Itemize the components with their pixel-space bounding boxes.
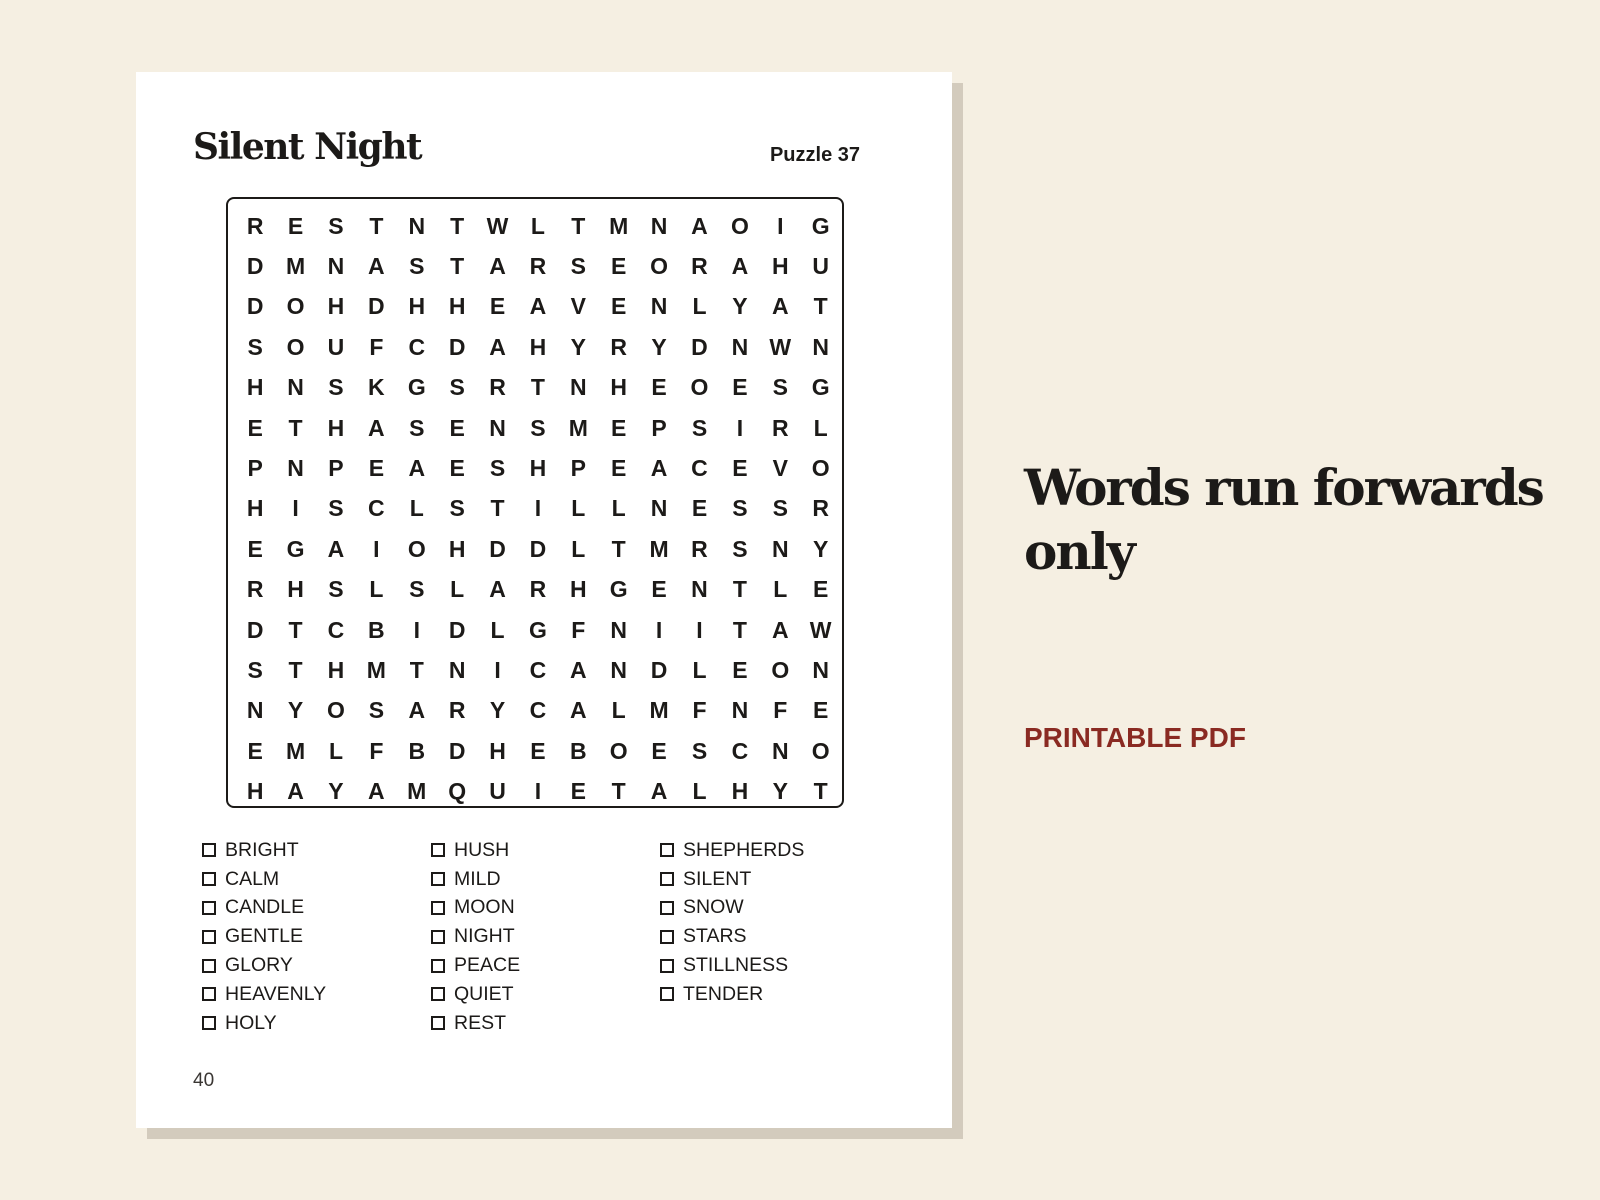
grid-letter: N [610, 616, 628, 643]
word-item [660, 951, 804, 980]
checkbox-icon[interactable] [202, 930, 216, 944]
grid-letter: E [611, 293, 627, 320]
word-label: TENDER [683, 982, 764, 1005]
grid-letter: A [650, 778, 668, 805]
grid-letter: S [409, 414, 425, 441]
word-item [202, 865, 326, 894]
grid-letter: A [570, 656, 587, 683]
grid-letter: L [409, 495, 424, 522]
grid-letter: F [369, 333, 384, 360]
checkbox-icon[interactable] [202, 901, 216, 915]
grid-letter: A [408, 697, 426, 724]
grid-letter: D [691, 333, 708, 360]
grid-letter: S [691, 737, 708, 764]
checkbox-icon[interactable] [660, 872, 674, 886]
word-label: STARS [683, 925, 747, 948]
grid-letter: U [812, 253, 829, 280]
grid-letter: H [408, 293, 426, 320]
grid-letter: U [489, 778, 506, 805]
grid-letter: M [407, 778, 427, 805]
grid-letter: T [813, 778, 828, 805]
grid-letter: S [570, 253, 586, 280]
word-label: NIGHT [454, 925, 515, 948]
grid-letter: I [413, 616, 420, 643]
grid-letter: S [489, 455, 506, 482]
word-label: PEACE [454, 954, 521, 977]
grid-letter: N [731, 333, 749, 360]
grid-letter: A [731, 253, 749, 280]
grid-letter: E [732, 455, 748, 482]
grid-letter: R [246, 576, 264, 603]
grid-letter: S [328, 374, 344, 401]
grid-letter: L [692, 778, 707, 805]
grid-letter: S [449, 495, 465, 522]
grid-letter: E [812, 576, 829, 603]
grid-letter: A [771, 616, 789, 643]
grid-letter: S [732, 495, 748, 522]
grid-letter: H [246, 778, 264, 805]
grid-letter: E [449, 455, 465, 482]
grid-letter: A [489, 576, 506, 603]
grid-letter: M [649, 535, 669, 562]
grid-letter: A [570, 697, 587, 724]
grid-letter: R [610, 333, 628, 360]
grid-letter: W [769, 333, 792, 360]
grid-letter: H [448, 535, 466, 562]
word-item [431, 894, 520, 923]
grid-letter: H [327, 656, 345, 683]
checkbox-icon[interactable] [202, 1016, 216, 1030]
checkbox-icon[interactable] [660, 930, 674, 944]
grid-letter: A [287, 778, 304, 805]
puzzle-page [136, 72, 952, 1128]
grid-letter: H [327, 293, 345, 320]
grid-letter: G [286, 535, 305, 562]
grid-letter: Y [651, 333, 667, 360]
grid-letter: E [368, 455, 385, 482]
letter-grid-box [226, 197, 844, 808]
grid-letter: S [530, 414, 546, 441]
grid-letter: L [571, 535, 586, 562]
grid-letter: D [246, 253, 264, 280]
grid-letter: A [368, 414, 385, 441]
grid-letter: O [327, 697, 345, 724]
word-item [431, 1009, 520, 1038]
grid-letter: N [287, 455, 304, 482]
grid-letter: O [730, 212, 749, 239]
grid-letter: T [288, 616, 303, 643]
grid-letter: G [407, 374, 426, 401]
grid-letter: H [529, 333, 547, 360]
checkbox-icon[interactable] [660, 959, 674, 973]
letter-grid [235, 206, 841, 812]
checkbox-icon[interactable] [431, 959, 445, 973]
grid-letter: N [812, 656, 829, 683]
grid-letter: I [534, 778, 542, 805]
grid-letter: H [246, 374, 264, 401]
grid-letter: A [691, 212, 708, 239]
grid-letter: O [690, 374, 709, 401]
grid-letter: P [651, 414, 667, 441]
grid-letter: T [450, 253, 465, 280]
grid-letter: O [811, 455, 830, 482]
word-label: GLORY [225, 954, 293, 977]
grid-letter: E [732, 656, 748, 683]
grid-letter: D [246, 616, 264, 643]
grid-letter: B [570, 737, 587, 764]
grid-letter: T [450, 212, 465, 239]
grid-letter: T [732, 576, 747, 603]
grid-letter: D [448, 616, 466, 643]
grid-letter: O [407, 535, 426, 562]
word-item [660, 894, 804, 923]
grid-letter: S [328, 495, 344, 522]
grid-letter: G [811, 212, 830, 239]
grid-letter: B [368, 616, 385, 643]
printable-pdf-badge: PRINTABLE PDF [1024, 722, 1246, 753]
grid-letter: V [570, 293, 586, 320]
grid-letter: Y [287, 697, 304, 724]
grid-letter: R [448, 697, 466, 724]
word-label: MILD [454, 867, 501, 890]
grid-letter: R [812, 495, 829, 522]
grid-letter: Y [570, 333, 586, 360]
grid-letter: H [489, 737, 506, 764]
grid-letter: S [449, 374, 465, 401]
grid-letter: I [373, 535, 380, 562]
checkbox-icon[interactable] [660, 901, 674, 915]
grid-letter: D [448, 737, 466, 764]
grid-letter: N [812, 333, 829, 360]
grid-letter: T [530, 374, 545, 401]
grid-letter: I [777, 212, 784, 239]
grid-letter: E [611, 455, 627, 482]
grid-letter: F [692, 697, 707, 724]
grid-letter: N [287, 374, 304, 401]
grid-letter: H [246, 495, 264, 522]
grid-letter: R [246, 212, 264, 239]
grid-letter: H [529, 455, 547, 482]
grid-letter: S [328, 576, 344, 603]
word-label: MOON [454, 896, 515, 919]
grid-letter: P [570, 455, 586, 482]
grid-letter: E [247, 414, 263, 441]
grid-letter: F [369, 737, 384, 764]
grid-letter: A [327, 535, 345, 562]
word-item [431, 865, 520, 894]
grid-letter: N [650, 293, 668, 320]
grid-letter: E [287, 212, 304, 239]
grid-letter: L [692, 656, 707, 683]
grid-letter: E [489, 293, 506, 320]
grid-letter: N [691, 576, 708, 603]
grid-letter: O [811, 737, 830, 764]
word-item [202, 951, 326, 980]
grid-letter: O [286, 333, 305, 360]
grid-letter: H [610, 374, 628, 401]
word-list-column-3 [660, 836, 804, 1009]
grid-letter: E [812, 697, 829, 724]
grid-letter: E [691, 495, 708, 522]
grid-letter: C [529, 697, 547, 724]
grid-letter: N [771, 737, 789, 764]
grid-letter: S [247, 333, 263, 360]
checkbox-icon[interactable] [202, 959, 216, 973]
grid-letter: L [530, 212, 545, 239]
grid-letter: N [731, 697, 749, 724]
grid-letter: Y [732, 293, 748, 320]
word-item [660, 980, 804, 1009]
grid-letter: F [571, 616, 586, 643]
grid-letter: E [449, 414, 465, 441]
checkbox-icon[interactable] [202, 843, 216, 857]
grid-letter: C [731, 737, 749, 764]
grid-letter: R [529, 576, 547, 603]
word-list [202, 836, 902, 1046]
grid-letter: L [773, 576, 788, 603]
word-item [660, 865, 804, 894]
grid-letter: S [772, 374, 788, 401]
word-label: STILLNESS [683, 954, 789, 977]
grid-letter: M [366, 656, 386, 683]
word-item [660, 922, 804, 951]
grid-letter: N [610, 656, 628, 683]
grid-letter: I [696, 616, 703, 643]
grid-letter: R [771, 414, 789, 441]
grid-letter: W [809, 616, 832, 643]
grid-letter: A [489, 253, 506, 280]
word-item [202, 1009, 326, 1038]
grid-letter: E [611, 253, 627, 280]
checkbox-icon[interactable] [202, 987, 216, 1001]
checkbox-icon[interactable] [431, 1016, 445, 1030]
grid-letter: T [611, 535, 626, 562]
grid-letter: C [408, 333, 426, 360]
grid-letter: N [448, 656, 466, 683]
grid-letter: I [534, 495, 542, 522]
grid-letter: E [732, 374, 748, 401]
grid-letter: Y [328, 778, 344, 805]
grid-letter: U [327, 333, 345, 360]
grid-letter: S [409, 253, 425, 280]
grid-letter: A [368, 778, 385, 805]
grid-letter: L [611, 697, 626, 724]
word-label: SILENT [683, 867, 752, 890]
grid-letter: H [771, 253, 789, 280]
grid-letter: H [448, 293, 466, 320]
grid-letter: A [368, 253, 385, 280]
grid-letter: D [650, 656, 668, 683]
grid-letter: P [247, 455, 263, 482]
checkbox-icon[interactable] [431, 901, 445, 915]
checkbox-icon[interactable] [431, 987, 445, 1001]
grid-letter: E [651, 576, 667, 603]
grid-letter: L [490, 616, 505, 643]
word-item [202, 922, 326, 951]
word-list-column-2 [431, 836, 520, 1038]
checkbox-icon[interactable] [431, 872, 445, 886]
grid-letter: D [448, 333, 466, 360]
grid-letter: N [327, 253, 345, 280]
grid-letter: O [286, 293, 305, 320]
grid-letter: A [771, 293, 789, 320]
grid-letter: A [650, 455, 668, 482]
grid-letter: F [773, 697, 788, 724]
grid-letter: Y [812, 535, 829, 562]
grid-letter: I [494, 656, 501, 683]
grid-letter: P [328, 455, 344, 482]
grid-letter: E [530, 737, 546, 764]
grid-letter: N [771, 535, 789, 562]
grid-letter: S [328, 212, 344, 239]
puzzle-title: Silent Night [193, 126, 422, 168]
grid-letter: T [490, 495, 505, 522]
grid-letter: E [247, 535, 263, 562]
word-item [431, 836, 520, 865]
grid-letter: V [772, 455, 788, 482]
grid-letter: S [732, 535, 748, 562]
grid-letter: L [813, 414, 828, 441]
grid-letter: L [571, 495, 586, 522]
grid-letter: M [286, 253, 306, 280]
word-item [202, 980, 326, 1009]
grid-letter: G [528, 616, 547, 643]
grid-letter: D [246, 293, 264, 320]
grid-letter: H [327, 414, 345, 441]
grid-letter: I [736, 414, 744, 441]
grid-letter: T [611, 778, 626, 805]
grid-letter: E [611, 414, 627, 441]
word-item [431, 922, 520, 951]
grid-letter: O [650, 253, 669, 280]
grid-letter: D [529, 535, 547, 562]
grid-letter: L [450, 576, 465, 603]
grid-letter: H [570, 576, 587, 603]
grid-letter: L [692, 293, 707, 320]
grid-letter: D [368, 293, 385, 320]
word-label: GENTLE [225, 925, 304, 948]
grid-letter: M [568, 414, 588, 441]
grid-letter: L [369, 576, 384, 603]
word-label: SHEPHERDS [683, 838, 805, 861]
word-label: HUSH [454, 838, 510, 861]
checkbox-icon[interactable] [431, 930, 445, 944]
grid-letter: T [369, 212, 384, 239]
grid-letter: N [489, 414, 506, 441]
grid-letter: M [286, 737, 306, 764]
word-label: CALM [225, 867, 280, 890]
checkbox-icon[interactable] [660, 987, 674, 1001]
grid-letter: T [571, 212, 586, 239]
grid-letter: B [408, 737, 426, 764]
grid-letter: C [327, 616, 345, 643]
grid-letter: N [570, 374, 587, 401]
grid-letter: T [409, 656, 424, 683]
grid-letter: C [368, 495, 385, 522]
headline: Words run forwards only [1024, 458, 1543, 581]
word-label: SNOW [683, 896, 744, 919]
grid-letter: N [650, 495, 668, 522]
word-item [202, 894, 326, 923]
word-list-column-1 [202, 836, 326, 1038]
grid-letter: S [691, 414, 708, 441]
grid-letter: S [409, 576, 425, 603]
checkbox-icon[interactable] [202, 872, 216, 886]
grid-letter: L [328, 737, 343, 764]
grid-letter: C [529, 656, 547, 683]
grid-letter: A [489, 333, 506, 360]
grid-letter: I [655, 616, 663, 643]
grid-letter: N [408, 212, 426, 239]
grid-letter: G [609, 576, 628, 603]
grid-letter: E [247, 737, 263, 764]
grid-letter: M [649, 697, 669, 724]
grid-letter: D [489, 535, 506, 562]
grid-letter: Q [448, 778, 467, 805]
grid-letter: T [288, 414, 303, 441]
word-label: HOLY [225, 1011, 277, 1034]
grid-letter: N [650, 212, 668, 239]
grid-letter: T [288, 656, 303, 683]
grid-letter: C [691, 455, 708, 482]
word-item [431, 951, 520, 980]
grid-letter: Y [489, 697, 506, 724]
grid-letter: A [529, 293, 547, 320]
word-label: QUIET [454, 982, 514, 1005]
grid-letter: N [246, 697, 264, 724]
word-item [660, 836, 804, 865]
grid-letter: R [691, 535, 708, 562]
grid-letter: Y [772, 778, 788, 805]
grid-letter: E [570, 778, 586, 805]
grid-letter: O [609, 737, 628, 764]
puzzle-number: Puzzle 37 [769, 144, 860, 166]
word-label: REST [454, 1011, 507, 1034]
grid-letter: S [772, 495, 788, 522]
grid-letter: T [732, 616, 747, 643]
grid-letter: K [368, 374, 385, 401]
word-item [431, 980, 520, 1009]
page-number: 40 [193, 1070, 215, 1091]
word-item [202, 836, 326, 865]
grid-letter: O [771, 656, 790, 683]
grid-letter: M [609, 212, 629, 239]
grid-letter: A [408, 455, 426, 482]
grid-letter: T [813, 293, 828, 320]
grid-letter: H [287, 576, 304, 603]
checkbox-icon[interactable] [431, 843, 445, 857]
grid-letter: G [811, 374, 830, 401]
word-label: BRIGHT [225, 838, 299, 861]
grid-letter: S [247, 656, 263, 683]
grid-letter: L [611, 495, 626, 522]
grid-letter: I [292, 495, 299, 522]
word-label: HEAVENLY [225, 982, 327, 1005]
grid-letter: R [489, 374, 506, 401]
grid-letter: R [529, 253, 547, 280]
word-label: CANDLE [225, 896, 305, 919]
checkbox-icon[interactable] [660, 843, 674, 857]
grid-letter: W [486, 212, 509, 239]
grid-letter: S [368, 697, 385, 724]
grid-letter: R [691, 253, 708, 280]
grid-letter: E [651, 737, 667, 764]
grid-letter: E [651, 374, 667, 401]
grid-letter: H [731, 778, 749, 805]
